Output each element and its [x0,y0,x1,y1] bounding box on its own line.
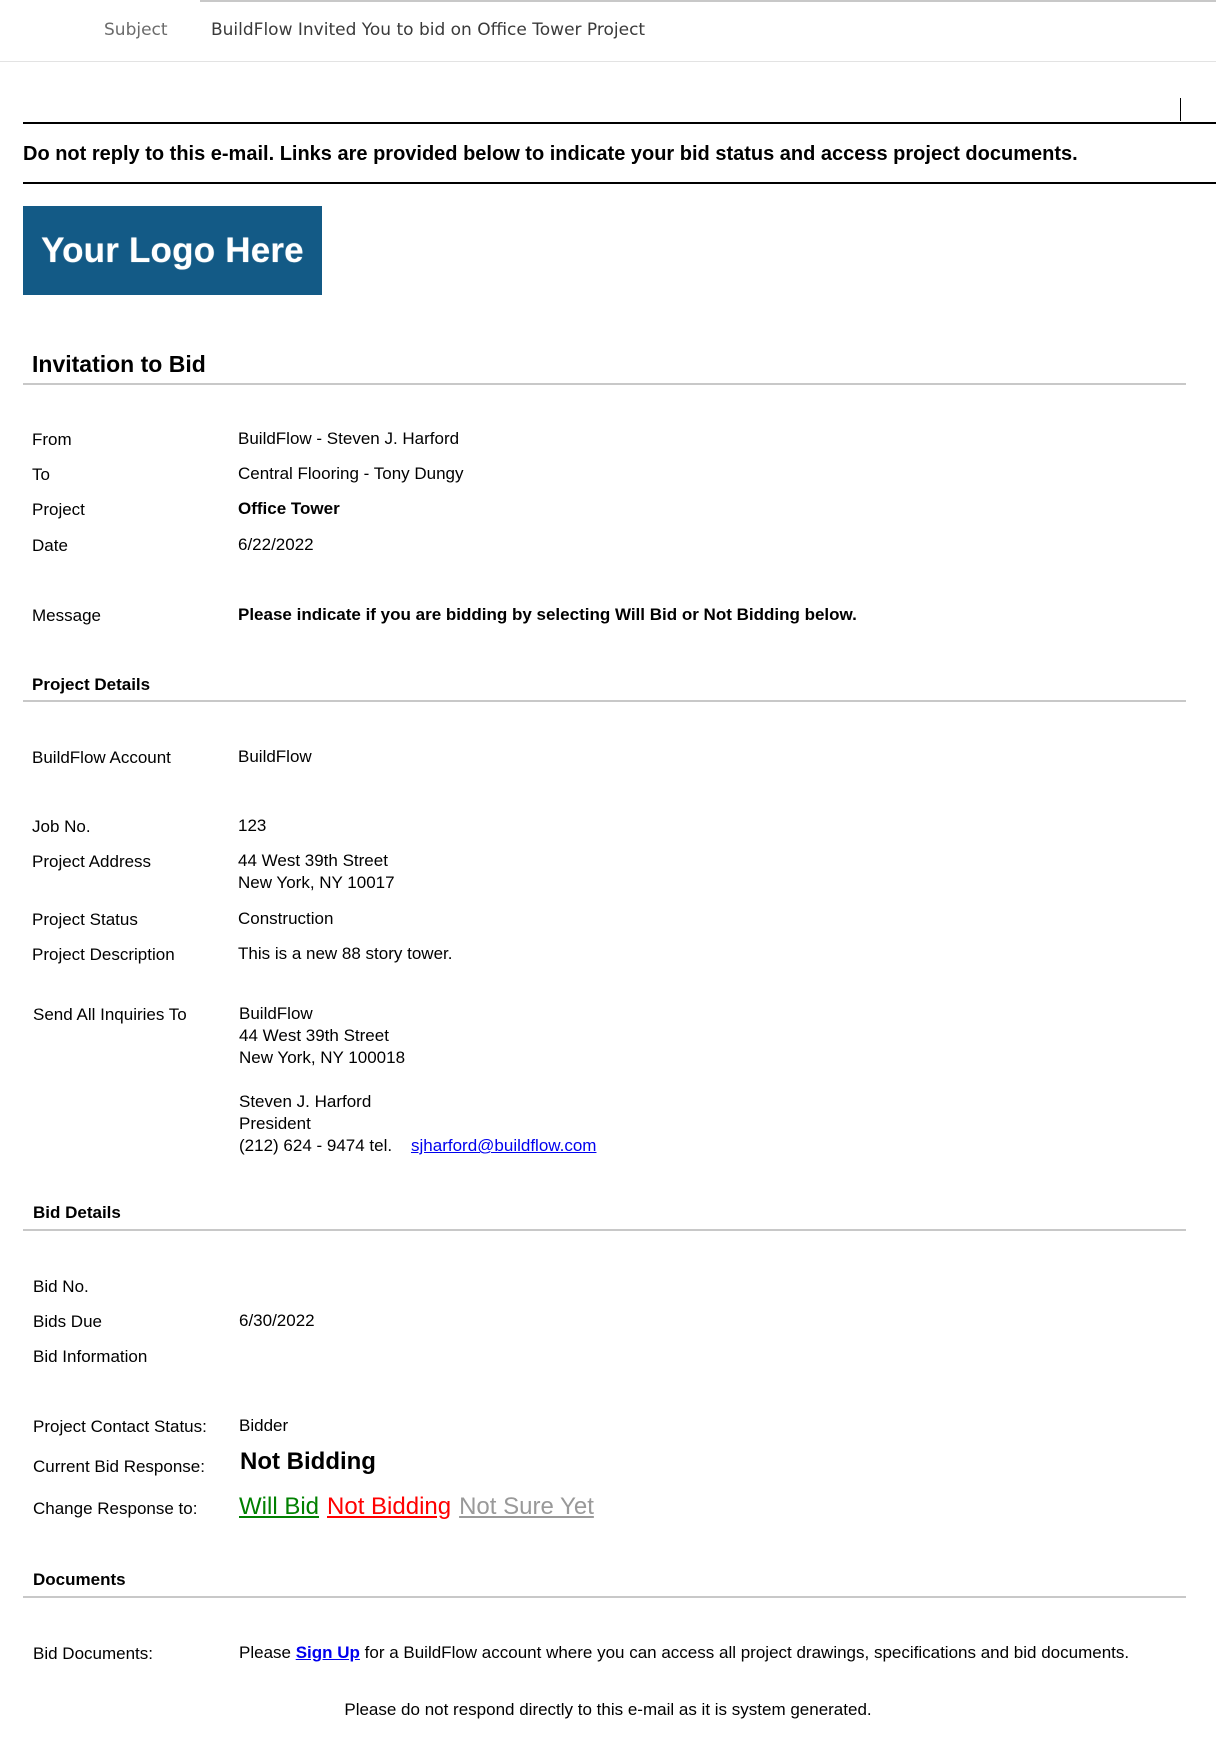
section-title-bid-details: Bid Details [33,1203,121,1222]
project-label: Project [32,500,85,519]
from-value: BuildFlow - Steven J. Harford [238,429,460,448]
bid-no-label: Bid No. [33,1277,89,1296]
inquiries-label: Send All Inquiries To [33,1005,187,1024]
inquiries-company: BuildFlow [239,1004,313,1023]
contact-status-value: Bidder [239,1416,289,1435]
address-line-1: 44 West 39th Street [238,851,388,870]
contact-name: Steven J. Harford [239,1092,372,1111]
status-label: Project Status [32,910,138,929]
text-cursor [1180,98,1181,121]
documents-divider [23,1596,1186,1598]
message-label: Message [32,606,101,625]
sign-up-link[interactable]: Sign Up [295,1643,360,1662]
section-title-project-details: Project Details [32,675,151,694]
to-label: To [32,465,50,484]
message-value: Please indicate if you are bidding by selecting Will Bid or Not Bidding below. [238,605,857,624]
bid-info-label: Bid Information [33,1347,148,1366]
section-title-documents: Documents [33,1570,126,1589]
bids-due-value: 6/30/2022 [239,1311,315,1330]
from-label: From [32,430,72,449]
bid-documents-text-before: Please [239,1643,296,1662]
description-value: This is a new 88 story tower. [238,944,453,963]
status-value: Construction [238,909,334,928]
not-bidding-link[interactable]: Not Bidding [327,1493,452,1520]
subject-label: Subject [104,20,168,40]
bid-documents-text-after: for a BuildFlow account where you can access all project drawings, specifications and bid documents. [359,1643,1130,1662]
job-no-label: Job No. [32,817,91,836]
project-value: Office Tower [238,499,340,518]
notice-bottom-divider [23,182,1216,184]
bid-documents-text [239,1642,1129,1664]
inquiries-city: New York, NY 100018 [239,1048,406,1067]
description-label: Project Description [32,945,175,964]
change-response-label: Change Response to: [33,1499,198,1518]
subject-bottom-divider [0,61,1216,62]
date-value: 6/22/2022 [238,535,314,554]
to-value: Central Flooring - Tony Dungy [238,464,464,483]
notice-top-divider [23,122,1216,124]
current-response-value: Not Bidding [240,1448,376,1475]
contact-status-label: Project Contact Status: [33,1417,207,1436]
address-label: Project Address [32,852,152,871]
account-label: BuildFlow Account [32,748,171,767]
address-line-2: New York, NY 10017 [238,873,395,892]
inquiries-contact-block [239,1003,596,1157]
date-label: Date [32,536,68,555]
bid-documents-label: Bid Documents: [33,1644,153,1663]
system-generated-footer: Please do not respond directly to this e-mail as it is system generated. [344,1700,872,1719]
bid-details-divider [23,1229,1186,1231]
not-sure-yet-link[interactable]: Not Sure Yet [459,1493,594,1520]
bids-due-label: Bids Due [33,1312,102,1331]
inquiries-street: 44 West 39th Street [239,1026,389,1045]
contact-phone: (212) 624 - 9474 tel. [239,1136,393,1155]
project-details-divider [23,700,1186,702]
account-value: BuildFlow [238,747,312,766]
project-address [238,850,395,894]
title-divider [23,383,1186,385]
change-response-links [239,1493,602,1523]
company-logo: Your Logo Here [23,206,322,295]
contact-title: President [239,1114,311,1133]
subject-top-divider [200,0,1216,2]
will-bid-link[interactable]: Will Bid [239,1493,320,1520]
page-title: Invitation to Bid [32,351,206,377]
no-reply-notice: Do not reply to this e-mail. Links are provided below to indicate your bid status and access project documents. [23,143,1078,165]
job-no-value: 123 [238,816,267,835]
contact-email-link[interactable]: sjharford@buildflow.com [411,1136,597,1155]
subject-value: BuildFlow Invited You to bid on Office Tower Project [211,20,646,40]
current-response-label: Current Bid Response: [33,1457,205,1476]
